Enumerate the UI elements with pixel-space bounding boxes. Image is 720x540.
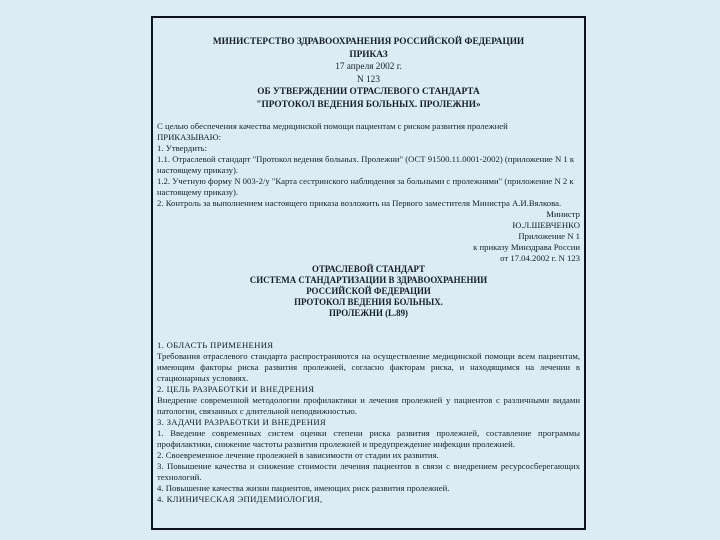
section-paragraph: 4. Повышение качества жизни пациентов, имеющих риск развития пролежней. (157, 483, 450, 493)
order-number: N 123 (357, 74, 380, 85)
annex-to: к приказу Минздрава России (473, 242, 580, 252)
order-item-standard: 1.1. Отраслевой стандарт "Протокол ведения больных. Пролежни" (ОСТ 91500.11.0001-2002) (приложение N 1 к настоящему приказу). (157, 154, 575, 175)
section-heading: 3. ЗАДАЧИ РАЗРАБОТКИ И ВНЕДРЕНИЯ (157, 417, 326, 427)
section-scope (157, 340, 580, 384)
signature-block (157, 209, 580, 264)
annex-date: от 17.04.2002 г. N 123 (500, 253, 580, 263)
order-date: 17 апреля 2002 г. (335, 62, 402, 72)
subject-line-1: ОБ УТВЕРЖДЕНИИ ОТРАСЛЕВОГО СТАНДАРТА (257, 87, 480, 97)
minister-name: Ю.Л.ШЕВЧЕНКО (512, 220, 580, 230)
section-tasks (157, 417, 580, 494)
subject-line-2: "ПРОТОКОЛ ВЕДЕНИЯ БОЛЬНЫХ. ПРОЛЕЖНИ» (256, 99, 481, 110)
document-frame (151, 16, 586, 530)
standard-title-line-5: ПРОЛЕЖНИ (L.89) (329, 308, 408, 318)
ministry-title: МИНИСТЕРСТВО ЗДРАВООХРАНЕНИЯ РОССИЙСКОЙ ФЕДЕРАЦИИ (212, 37, 525, 47)
section-paragraph: Внедрение современной методологии профилактики и лечения пролежней у пациентов с различными видами патологии, связанных с длительной неподвижностью. (157, 395, 580, 416)
section-heading: 1. ОБЛАСТЬ ПРИМЕНЕНИЯ (157, 340, 274, 350)
section-paragraph: 3. Повышение качества и снижение стоимости лечения пациентов в связи с внедрением ресурсосберегающих технологий. (157, 461, 580, 482)
section-paragraph: Требования отраслевого стандарта распространяются на осуществление медицинской помощи всем пациентам, имеющим факторы риска развития пролежней, согласно факторам риска, и находящимся на лечении в стационарных условиях. (157, 351, 580, 383)
doc-type-label: ПРИКАЗ (349, 49, 388, 60)
section-heading: 4. КЛИНИЧЕСКАЯ ЭПИДЕМИОЛОГИЯ, (157, 494, 323, 504)
order-item-form: 1.2. Учетную форму N 003-2/у "Карта сестринского наблюдения за больными с пролежнями" (приложение N 2 к настоящему приказу). (157, 176, 574, 197)
section-heading: 2. ЦЕЛЬ РАЗРАБОТКИ И ВНЕДРЕНИЯ (157, 384, 315, 394)
minister-label: Министр (546, 209, 580, 219)
section-paragraph: 1. Введение современных систем оценки степени риска развития пролежней, составление программы профилактики, снижение частоты развития пролежней и предупреждение инфекции пролежней. (157, 428, 580, 449)
standard-title-line-3: РОССИЙСКОЙ ФЕДЕРАЦИИ (306, 286, 431, 296)
standard-title-line-2: СИСТЕМА СТАНДАРТИЗАЦИИ В ЗДРАВООХРАНЕНИИ (249, 275, 488, 285)
standard-title-line-4: ПРОТОКОЛ ВЕДЕНИЯ БОЛЬНЫХ. (294, 297, 443, 307)
standard-sections (157, 340, 580, 505)
order-item-control: 2. Контроль за выполнением настоящего приказа возложить на Первого заместителя Министра А.И.Вялкова. (157, 198, 562, 208)
document-header (157, 36, 580, 111)
standard-title-line-1: ОТРАСЛЕВОЙ СТАНДАРТ (312, 264, 425, 274)
order-resolve-word: ПРИКАЗЫВАЮ: (157, 132, 222, 142)
section-epidemiology (157, 494, 580, 505)
order-preamble: С целью обеспечения качества медицинской помощи пациентам с риском развития пролежней (157, 121, 508, 131)
standard-title-block (157, 264, 580, 319)
order-body (157, 121, 580, 209)
section-goal (157, 384, 580, 417)
order-item-approve: 1. Утвердить: (157, 143, 208, 153)
section-paragraph: 2. Своевременное лечение пролежней в зависимости от стадии их развития. (157, 450, 439, 460)
annex-label: Приложение N 1 (518, 231, 580, 241)
